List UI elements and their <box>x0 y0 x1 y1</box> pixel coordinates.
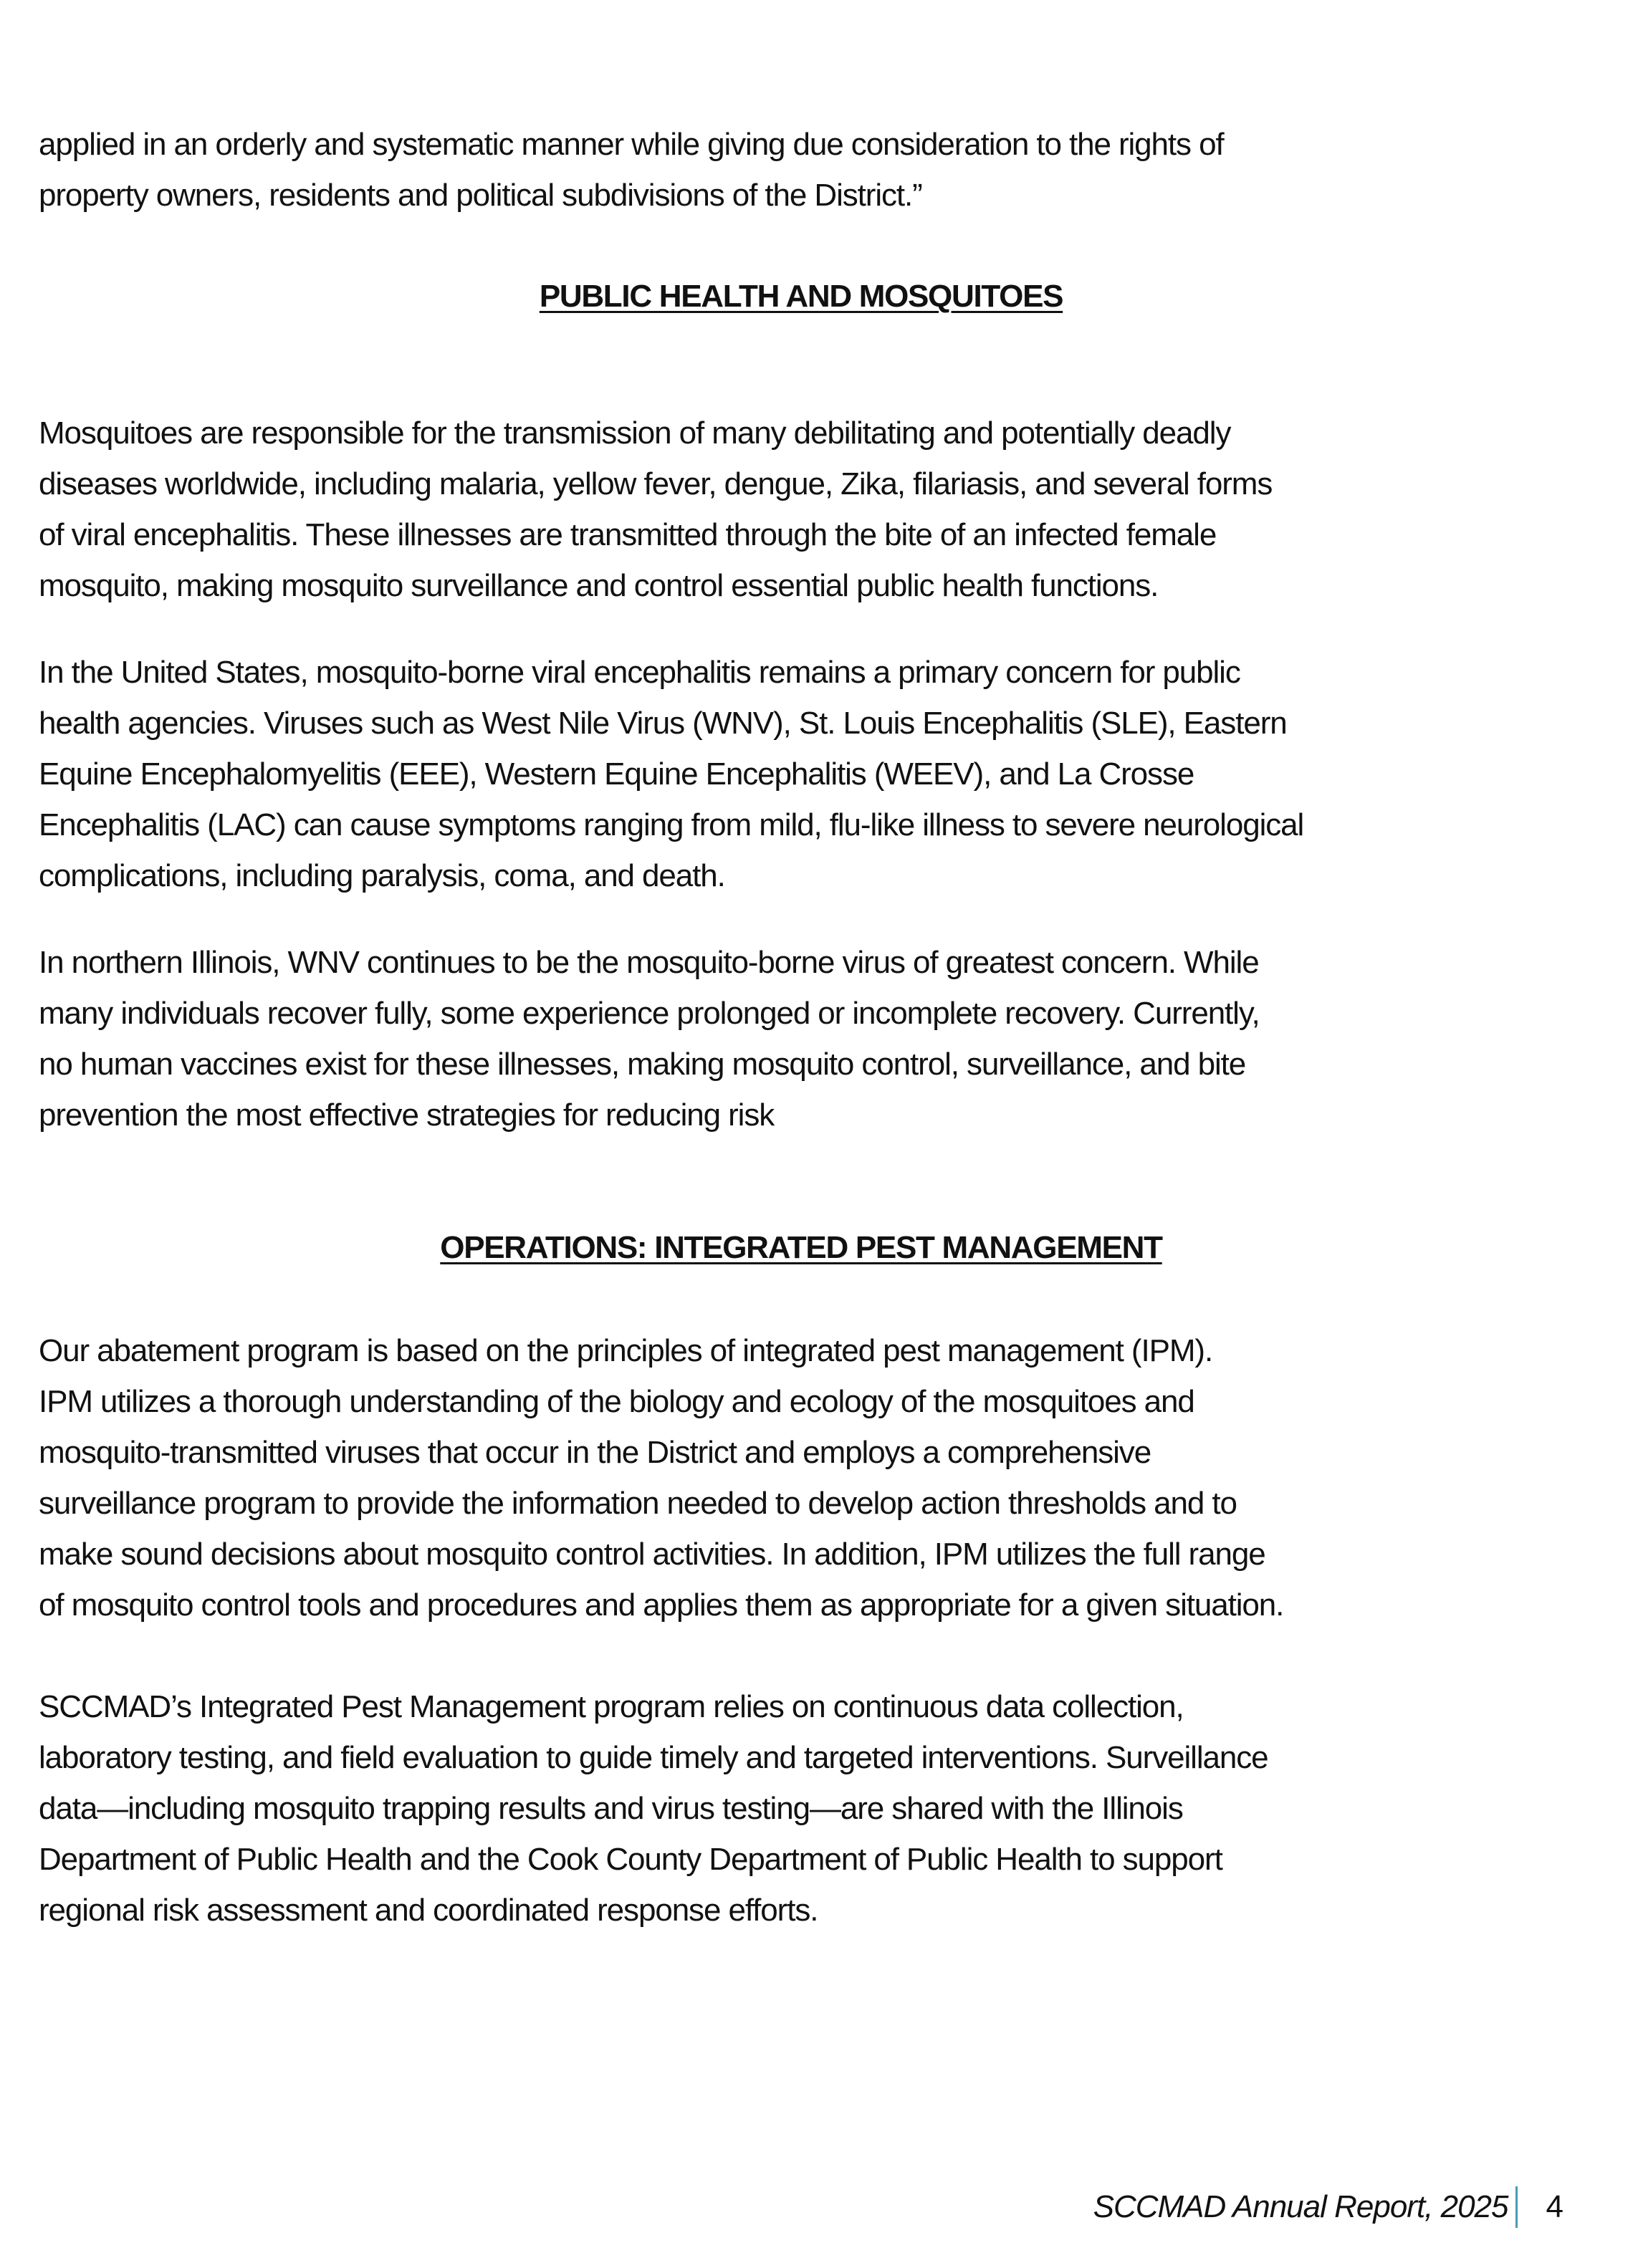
section-heading-public-health: PUBLIC HEALTH AND MOSQUITOES <box>539 279 1063 314</box>
text-line: health agencies. Viruses such as West Nile Virus (WNV), St. Louis Encephalitis (SLE), Eastern <box>39 706 1287 741</box>
text-line: mosquito-transmitted viruses that occur in the District and employs a comprehensive <box>39 1435 1151 1470</box>
text-line: mosquito, making mosquito surveillance and control essential public health functions. <box>39 568 1159 603</box>
text-line: Mosquitoes are responsible for the transmission of many debilitating and potentially deadly <box>39 415 1231 451</box>
text-line: regional risk assessment and coordinated response efforts. <box>39 1893 818 1928</box>
text-line: prevention the most effective strategies for reducing risk <box>39 1097 775 1133</box>
text-line: Encephalitis (LAC) can cause symptoms ranging from mild, flu-like illness to severe neurological <box>39 807 1304 842</box>
text-line: no human vaccines exist for these illnesses, making mosquito control, surveillance, and bite <box>39 1047 1246 1082</box>
text-line: laboratory testing, and field evaluation to guide timely and targeted interventions. Surveillance <box>39 1740 1268 1775</box>
text-line: many individuals recover fully, some experience prolonged or incomplete recovery. Currently, <box>39 996 1260 1031</box>
text-line: Our abatement program is based on the principles of integrated pest management (IPM). <box>39 1333 1213 1368</box>
text-line: data—including mosquito trapping results and virus testing—are shared with the Illinois <box>39 1791 1183 1826</box>
footer-report-title: SCCMAD Annual Report, 2025 <box>1093 2189 1508 2224</box>
text-line: IPM utilizes a thorough understanding of the biology and ecology of the mosquitoes and <box>39 1384 1194 1419</box>
text-line: make sound decisions about mosquito control activities. In addition, IPM utilizes the full range <box>39 1537 1265 1572</box>
text-line: SCCMAD’s Integrated Pest Management program relies on continuous data collection, <box>39 1689 1184 1724</box>
text-line: In the United States, mosquito-borne viral encephalitis remains a primary concern for public <box>39 655 1240 690</box>
text-line: Department of Public Health and the Cook County Department of Public Health to support <box>39 1842 1222 1877</box>
page-footer <box>1093 2186 1563 2228</box>
text-line: applied in an orderly and systematic manner while giving due consideration to the rights of <box>39 127 1224 162</box>
text-line: In northern Illinois, WNV continues to be the mosquito-borne virus of greatest concern. While <box>39 945 1259 980</box>
text-line: diseases worldwide, including malaria, yellow fever, dengue, Zika, filariasis, and several forms <box>39 466 1273 501</box>
text-line: property owners, residents and political subdivisions of the District.” <box>39 178 922 213</box>
text-line: of mosquito control tools and procedures and applies them as appropriate for a given situation. <box>39 1587 1284 1623</box>
page-number: 4 <box>1546 2189 1563 2224</box>
footer-separator <box>1515 2186 1518 2228</box>
text-line: Equine Encephalomyelitis (EEE), Western Equine Encephalitis (WEEV), and La Crosse <box>39 756 1194 792</box>
text-line: complications, including paralysis, coma, and death. <box>39 858 725 893</box>
text-line: of viral encephalitis. These illnesses are transmitted through the bite of an infected female <box>39 517 1217 552</box>
section-heading-operations: OPERATIONS: INTEGRATED PEST MANAGEMENT <box>440 1230 1162 1265</box>
text-line: surveillance program to provide the information needed to develop action thresholds and to <box>39 1486 1237 1521</box>
